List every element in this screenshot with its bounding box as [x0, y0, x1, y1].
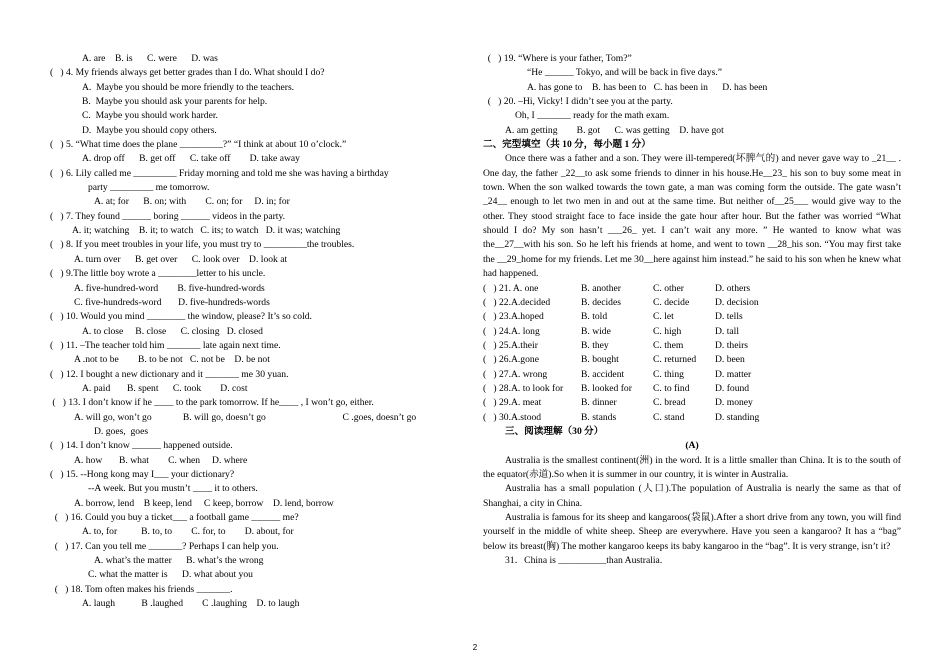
question-line: A. at; for B. on; with C. on; for D. in; for — [94, 196, 290, 208]
question-line: “He ______ Tokyo, and will be back in five days.” — [527, 67, 722, 79]
question-line: ( ) 13. I don’t know if he ____ to the park tomorrow. If he____ , I won’t go, either. — [50, 397, 374, 409]
question-line: A. borrow, lend B keep, lend C keep, borrow D. lend, borrow — [74, 497, 334, 509]
cloze-option-q: ( ) 22.A.decided — [483, 296, 551, 308]
cloze-option-b: B. they — [581, 339, 609, 351]
right-column — [483, 52, 901, 568]
question-line: C. Maybe you should work harder. — [82, 110, 218, 122]
question-line: A. paid B. spent C. took D. cost — [82, 382, 248, 394]
cloze-option-c: C. let — [653, 311, 674, 323]
cloze-option-b: B. decides — [581, 296, 621, 308]
question-line: A. Maybe you should be more friendly to the teachers. — [82, 81, 295, 93]
question-line: ( ) 11. –The teacher told him _______ late again next time. — [50, 339, 281, 351]
cloze-option-row — [483, 310, 901, 324]
question-line: ( ) 6. Lily called me _________ Friday morning and told me she was having a birthday — [50, 167, 389, 179]
question-line: ( ) 15. --Hong kong may I___ your dictionary? — [50, 468, 235, 480]
cloze-options — [483, 282, 901, 425]
cloze-option-b: B. dinner — [581, 397, 617, 409]
question-line: ( ) 18. Tom often makes his friends _______. — [50, 583, 233, 595]
question-line: A. drop off B. get off C. take off D. take away — [82, 153, 300, 165]
question-line: ( ) 5. “What time does the plane _________?” “I think at about 10 o’clock.” — [50, 139, 347, 151]
cloze-option-b: B. stands — [581, 411, 617, 423]
cloze-option-b: B. accident — [581, 368, 625, 380]
cloze-option-c: C. to find — [653, 382, 690, 394]
cloze-option-b: B. wide — [581, 325, 611, 337]
question-line: D. goes, goes — [94, 425, 149, 437]
question-line: ( ) 7. They found ______ boring ______ videos in the party. — [50, 210, 286, 222]
question-line: D. Maybe you should copy others. — [82, 124, 217, 136]
reading-label: (A) — [685, 440, 699, 452]
cloze-option-q: ( ) 27.A. wrong — [483, 368, 548, 380]
cloze-option-q: ( ) 23.A.hoped — [483, 311, 544, 323]
question-line: ( ) 10. Would you mind ________ the window, please? It’s so cold. — [50, 311, 312, 323]
cloze-option-row — [483, 411, 901, 425]
cloze-option-b: B. told — [581, 311, 608, 323]
question-line: --A week. But you mustn’t ____ it to others. — [88, 483, 258, 495]
cloze-option-c: C. decide — [653, 296, 690, 308]
reading-paragraph-3: Australia is famous for its sheep and kangaroos(袋鼠).After a short drive from any town, you will find yourself in the middle of white sheep. Sheep are everywhere. Have you seen a kangaroo? It has a “bag” below its breast(胸) The mother kangaroo keeps its baby kangaroo in the “bag”. It is very strange, isn’t it? — [483, 512, 901, 552]
question-line: ( ) 8. If you meet troubles in your life, you must try to _________the troubles. — [50, 239, 355, 251]
question-line: A. turn over B. get over C. look over D. look at — [74, 253, 288, 265]
reading-paragraph-2: Australia has a small population (人口).The population of Australia is nearly the same as that of Shanghai, a city in China. — [483, 483, 901, 509]
cloze-option-c: C. other — [653, 282, 684, 294]
cloze-option-d: D. standing — [715, 411, 760, 423]
cloze-option-d: D. theirs — [715, 339, 749, 351]
cloze-option-c: C. high — [653, 325, 682, 337]
cloze-option-c: C. thing — [653, 368, 684, 380]
cloze-option-row — [483, 382, 901, 396]
question-line: A. has gone to B. has been to C. has been in D. has been — [527, 81, 768, 93]
cloze-option-c: C. stand — [653, 411, 685, 423]
cloze-option-b: B. bought — [581, 354, 619, 366]
cloze-option-c: C. them — [653, 339, 684, 351]
cloze-option-q: ( ) 21. A. one — [483, 282, 539, 294]
question-line: A. what’s the matter B. what’s the wrong — [94, 555, 264, 567]
cloze-option-d: D. found — [715, 382, 750, 394]
reading-paragraph-1: Australia is the smallest continent(洲) in the word. It is a little smaller than China. It is to the south of the equator(赤道).So when it is summer in our country, it is winter in Australia. — [483, 454, 901, 480]
question-line: ( ) 14. I don’t know ______ happened outside. — [50, 440, 233, 452]
cloze-option-d: D. tall — [715, 325, 739, 337]
question-line: A. are B. is C. were D. was — [82, 53, 218, 64]
section-3-title: 三、阅读理解（30 分） — [505, 425, 604, 437]
question-line: A. how B. what C. when D. where — [74, 454, 248, 466]
question-line: ( ) 12. I bought a new dictionary and it _______ me 30 yuan. — [50, 368, 289, 380]
cloze-option-q: ( ) 30.A.stood — [483, 411, 542, 423]
question-line: A. to close B. close C. closing D. closed — [82, 325, 263, 337]
question-line: B. Maybe you should ask your parents for help. — [82, 96, 268, 108]
cloze-option-q: ( ) 28.A. to look for — [483, 382, 564, 394]
question-line: A. it; watching B. it; to watch C. its; to watch D. it was; watching — [72, 225, 341, 237]
cloze-passage: Once there was a father and a son. They were ill-tempered(坏脾气的) and never gave way to _21__ . One day, the father _22__to ask some friends to dinner in his house.He__23_ his son to buy some meat in town. When the son walked towards the town gate, a man was coming form the outside. The gate wasn’t _24__ enough to let two men in and out at the same time. But neither of__25___ would give way to the other. They stood straight face to face inside the gate hour after hour. But the father was worried “What should I do? My son hasn’t ___26_ yet. I can’t wait any more. ” He wanted to know what was the__27__with his son. So he left his friends at home, and went to town __28_his son. “You may first take the __29_home for my friends. Let me 30__here against him instead.” he said to his son when he knew what had happened. — [483, 153, 901, 280]
cloze-option-c: C. bread — [653, 397, 686, 409]
multiple-choice-continued — [483, 52, 901, 138]
cloze-option-row — [483, 339, 901, 353]
cloze-option-d: D. decision — [715, 296, 759, 308]
cloze-option-d: D. matter — [715, 368, 752, 380]
cloze-option-row — [483, 282, 901, 296]
question-line: ( ) 19. “Where is your father, Tom?” — [483, 53, 632, 64]
question-line: ( ) 4. My friends always get better grades than I do. What should I do? — [50, 67, 325, 79]
cloze-option-row — [483, 396, 901, 410]
section-2-title: 二、完型填空（共 10 分，每小题 1 分） — [483, 139, 651, 151]
left-column — [50, 52, 450, 611]
cloze-option-q: ( ) 26.A.gone — [483, 354, 539, 366]
cloze-option-row — [483, 325, 901, 339]
cloze-option-q: ( ) 25.A.their — [483, 339, 538, 351]
question-line: ( ) 9.The little boy wrote a ________letter to his uncle. — [50, 268, 266, 280]
question-line: A .not to be B. to be not C. not be D. be not — [74, 354, 270, 366]
cloze-option-d: D. others — [715, 282, 751, 294]
cloze-option-q: ( ) 29.A. meat — [483, 397, 542, 409]
question-line: C. five-hundreds-word D. five-hundreds-words — [74, 296, 270, 308]
question-line: C. what the matter is D. what about you — [88, 569, 253, 581]
cloze-option-row — [483, 368, 901, 382]
cloze-option-c: C. returned — [653, 354, 697, 366]
question-line: A. five-hundred-word B. five-hundred-words — [74, 282, 265, 294]
question-line: Oh, I _______ ready for the math exam. — [515, 110, 670, 122]
cloze-option-b: B. another — [581, 282, 621, 294]
question-line: A. will go, won’t go B. will go, doesn’t go C .goes, doesn’t go — [74, 411, 417, 423]
cloze-option-q: ( ) 24.A. long — [483, 325, 540, 337]
cloze-option-row — [483, 296, 901, 310]
question-line: ( ) 16. Could you buy a ticket___ a football game ______ me? — [50, 512, 299, 523]
question-line: A. to, for B. to, to C. for, to D. about, for — [82, 526, 294, 538]
page-number: 2 — [472, 643, 478, 652]
cloze-option-b: B. looked for — [581, 382, 632, 394]
cloze-option-d: D. been — [715, 354, 745, 366]
question-line: A. laugh B .laughed C .laughing D. to laugh — [82, 598, 300, 610]
question-line: party _________ me tomorrow. — [88, 182, 210, 194]
cloze-option-row — [483, 353, 901, 367]
question-line: ( ) 20. –Hi, Vicky! I didn’t see you at the party. — [483, 96, 673, 108]
cloze-option-d: D. tells — [715, 311, 743, 323]
cloze-option-d: D. money — [715, 397, 753, 409]
question-31: 31．China is __________than Australia. — [505, 555, 663, 567]
question-line: ( ) 17. Can you tell me _______? Perhaps I can help you. — [50, 540, 279, 552]
question-line: A. am getting B. got C. was getting D. have got — [505, 124, 724, 136]
